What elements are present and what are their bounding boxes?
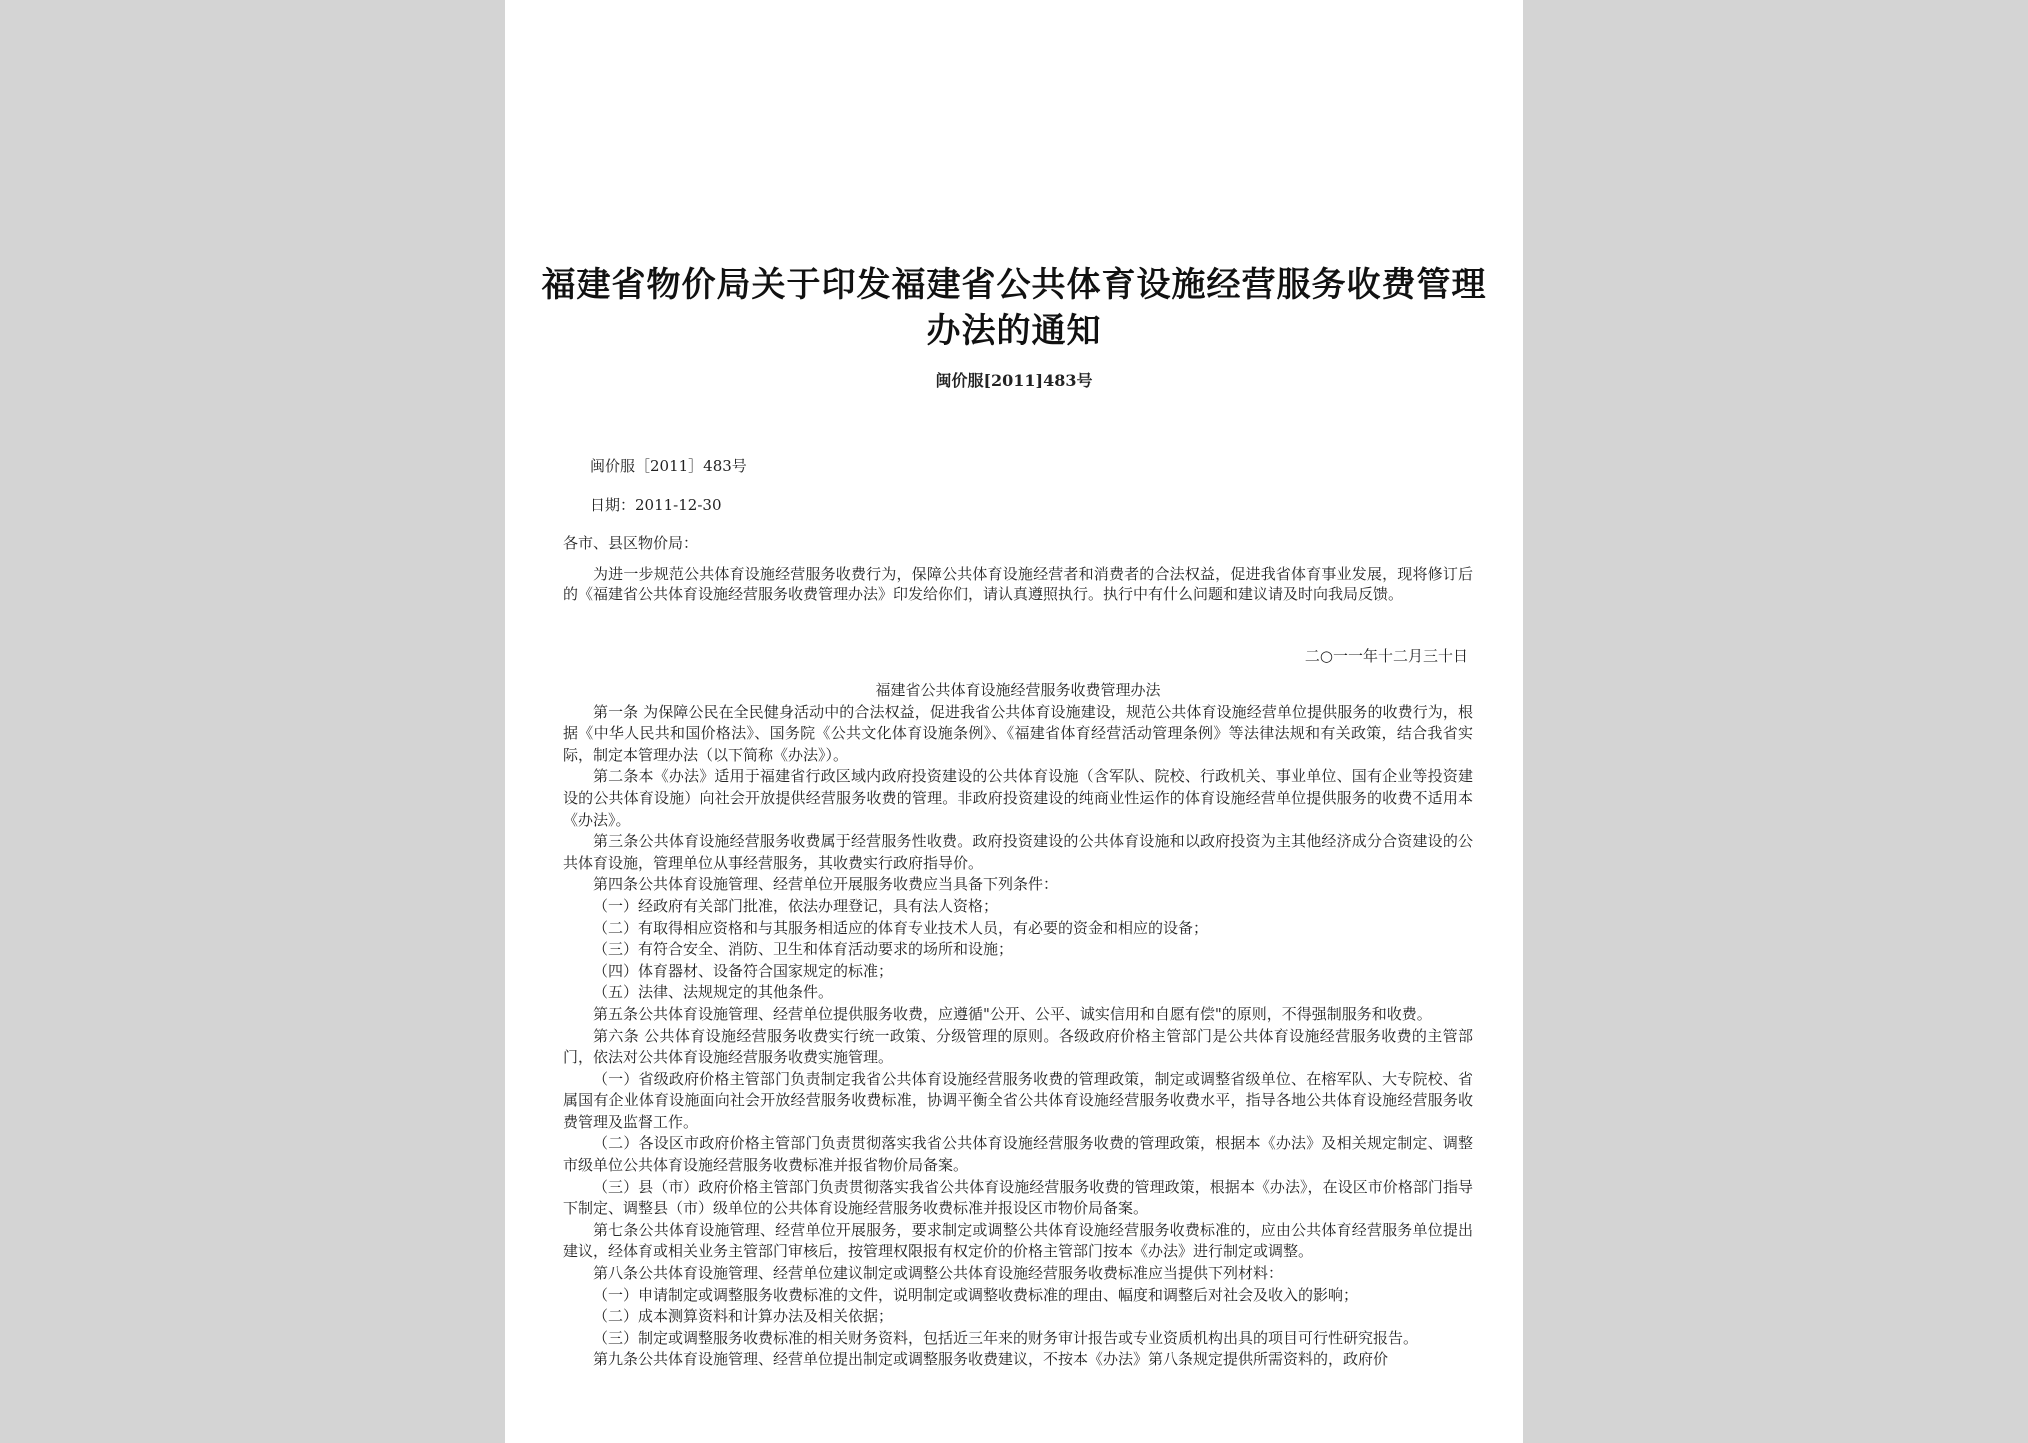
paragraph: （三）制定或调整服务收费标准的相关财务资料，包括近三年来的财务审计报告或专业资质机构出具的项目可行性研究报告。	[593, 1328, 1419, 1347]
addressee: 各市、县区物价局：	[563, 534, 699, 552]
paragraph: （二）成本测算资料和计算办法及相关依据；	[593, 1307, 894, 1326]
paragraph: （四）体育器材、设备符合国家规定的标准；	[593, 961, 894, 980]
paragraph: 第三条公共体育设施经营服务收费属于经营服务性收费。政府投资建设的公共体育设施和以政府投资为主其他经济成分合资建设的公共体育设施，管理单位从事经营服务，其收费实行政府指导价。	[563, 832, 1473, 872]
intro-paragraph: 为进一步规范公共体育设施经营服务收费行为，保障公共体育设施经营者和消费者的合法权益，促进我省体育事业发展，现将修订后的《福建省公共体育设施经营服务收费管理办法》印发给你们，请认真遵照执行。执行中有什么问题和建议请及时向我局反馈。	[563, 565, 1473, 603]
paragraph: （五）法律、法规规定的其他条件。	[593, 983, 834, 1002]
paragraph: 第八条公共体育设施管理、经营单位建议制定或调整公共体育设施经营服务收费标准应当提供下列材料：	[593, 1264, 1284, 1283]
paragraph: （三）有符合安全、消防、卫生和体育活动要求的场所和设施；	[593, 940, 1014, 959]
paragraph: （二）各设区市政府价格主管部门负责贯彻落实我省公共体育设施经营服务收费的管理政策，根据本《办法》及相关规定制定、调整市级单位公共体育设施经营服务收费标准并报省物价局备案。	[563, 1134, 1473, 1175]
paragraph: （二）有取得相应资格和与其服务相适应的体育专业技术人员，有必要的资金和相应的设备；	[593, 918, 1209, 937]
document-page	[505, 0, 1523, 1443]
paragraph: 第五条公共体育设施管理、经营单位提供服务收费，应遵循"公开、公平、诚实信用和自愿有偿"的原则，不得强制服务和收费。	[593, 1004, 1432, 1023]
meta-date: 日期：2011-12-30	[590, 496, 722, 514]
paragraph: 第七条公共体育设施管理、经营单位开展服务，要求制定或调整公共体育设施经营服务收费标准的，应由公共体育经营服务单位提出建议，经体育或相关业务主管部门审核后，按管理权限报有权定价的价格主管部门按本《办法》进行制定或调整。	[563, 1220, 1473, 1261]
sign-date: 二○一一年十二月三十日	[1304, 647, 1468, 665]
paragraph: 第四条公共体育设施管理、经营单位开展服务收费应当具备下列条件：	[593, 875, 1059, 894]
document-title: 福建省物价局关于印发福建省公共体育设施经营服务收费管理办法的通知	[541, 265, 1487, 351]
paragraph: （一）经政府有关部门批准，依法办理登记，具有法人资格；	[593, 896, 999, 915]
meta-document-number: 闽价服［2011］483号	[590, 457, 747, 475]
paragraph: （一）省级政府价格主管部门负责制定我省公共体育设施经营服务收费的管理政策，制定或调整省级单位、在榕军队、大专院校、省属国有企业体育设施面向社会开放经营服务收费标准，协调平衡全省公共体育设施经营服务收费水平，指导各地公共体育设施经营服务收费管理及监督工作。	[563, 1069, 1473, 1131]
paragraph: 第二条本《办法》适用于福建省行政区域内政府投资建设的公共体育设施（含军队、院校、行政机关、事业单位、国有企业等投资建设的公共体育设施）向社会开放提供经营服务收费的管理。非政府投资建设的纯商业性运作的体育设施经营单位提供服务的收费不适用本《办法》。	[563, 767, 1473, 829]
regulation-body	[563, 680, 1473, 1371]
paragraph: 第一条 为保障公民在全民健身活动中的合法权益，促进我省公共体育设施建设，规范公共体育设施经营单位提供服务的收费行为，根据《中华人民共和国价格法》、国务院《公共文化体育设施条例》、《福建省体育经营活动管理条例》等法律法规和有关政策，结合我省实际，制定本管理办法（以下简称《办法》）。	[563, 702, 1473, 764]
regulation-title: 福建省公共体育设施经营服务收费管理办法	[875, 681, 1161, 699]
paragraph: 第六条 公共体育设施经营服务收费实行统一政策、分级管理的原则。各级政府价格主管部门是公共体育设施经营服务收费的主管部门，依法对公共体育设施经营服务收费实施管理。	[563, 1026, 1473, 1067]
paragraph: （三）县（市）政府价格主管部门负责贯彻落实我省公共体育设施经营服务收费的管理政策，根据本《办法》，在设区市价格部门指导下制定、调整县（市）级单位的公共体育设施经营服务收费标准并报设区市物价局备案。	[563, 1177, 1473, 1218]
document-number: 闽价服[2011]483号	[935, 371, 1093, 390]
paragraph: （一）申请制定或调整服务收费标准的文件，说明制定或调整收费标准的理由、幅度和调整后对社会及收入的影响；	[593, 1285, 1359, 1304]
paragraph: 第九条公共体育设施管理、经营单位提出制定或调整服务收费建议，不按本《办法》第八条规定提供所需资料的，政府价	[593, 1350, 1389, 1369]
